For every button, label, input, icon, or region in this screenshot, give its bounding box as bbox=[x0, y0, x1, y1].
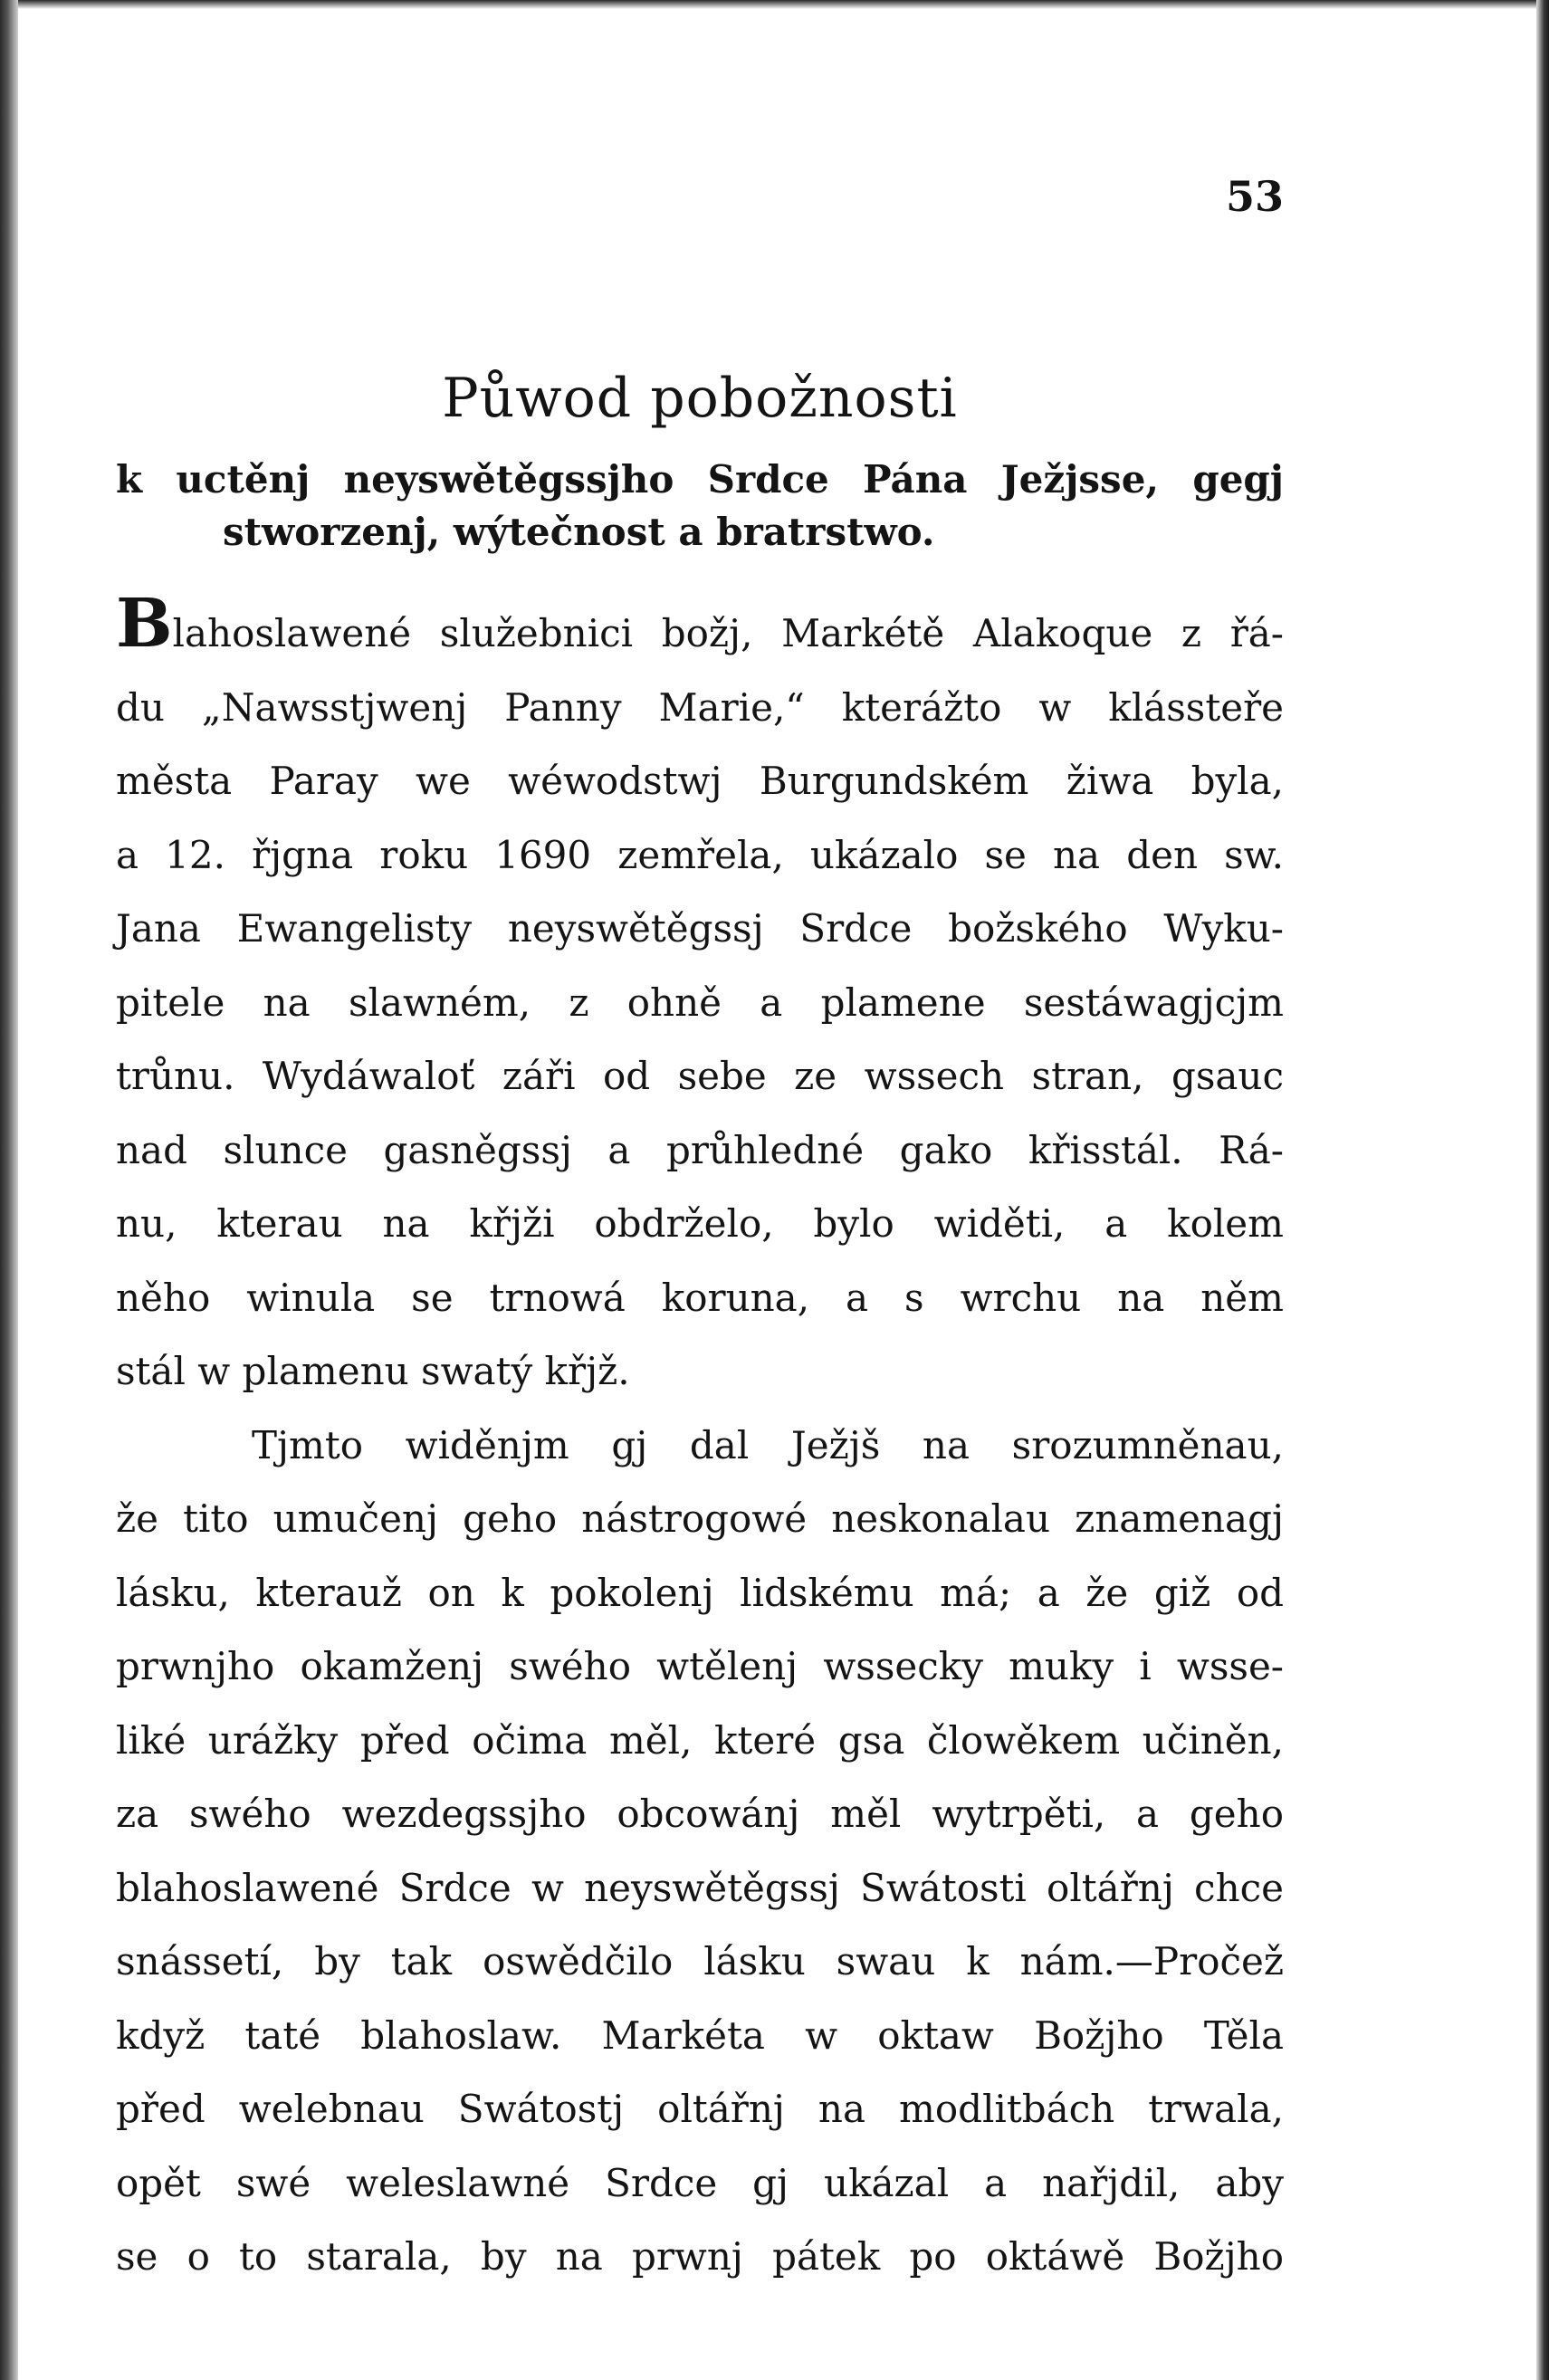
paragraph-line: prwnjho okamženj swého wtělenj wssecky muky i wsse- bbox=[116, 1644, 1284, 1688]
scan-edge-left bbox=[0, 0, 18, 2380]
paragraph-line: před welebnau Swátostj oltářnj na modlitbách trwala, bbox=[116, 2087, 1284, 2131]
drop-cap: B bbox=[116, 585, 173, 663]
paragraph-line: snássetí, by tak oswědčilo lásku swau k nám.—Pročež bbox=[116, 1939, 1284, 1983]
paragraph-line: města Paray we wéwodstwj Burgundském žiwa byla, bbox=[116, 759, 1284, 803]
paragraph-line: když taté blahoslaw. Markéta w oktaw Božjho Těla bbox=[116, 2012, 1284, 2058]
paragraph bbox=[116, 1409, 1284, 2294]
paragraph-line: Blahoslawené služebnici božj, Markétě Alakoque z řá- bbox=[116, 585, 1284, 663]
paragraph bbox=[116, 585, 1284, 1409]
paragraph-line: opět swé weleslawné Srdce gj ukázal a nařjdil, aby bbox=[116, 2160, 1284, 2205]
subtitle-line: stworzenj, wýtečnost a bratrstwo. bbox=[223, 510, 935, 554]
page-number: 53 bbox=[1225, 172, 1284, 221]
paragraph-line: liké urážky před očima měl, které gsa člowěkem učiněn, bbox=[116, 1717, 1284, 1763]
paragraph-line: nu, kterau na křjži obdrželo, bylo widěti, a kolem bbox=[116, 1201, 1284, 1246]
paragraph-line: něho winula se trnowá koruna, a s wrchu na něm bbox=[116, 1275, 1284, 1320]
scan-edge-top bbox=[0, 0, 1549, 9]
body-text bbox=[116, 585, 1284, 2294]
paragraph-line: blahoslawené Srdce w neyswětěgssj Swátosti oltářnj chce bbox=[116, 1865, 1284, 1910]
paragraph-line: du „Nawsstjwenj Panny Marie,“ kterážto w klássteře bbox=[116, 684, 1284, 730]
subtitle-line: k uctěnj neyswětěgssjho Srdce Pána Ježjsse, gegj bbox=[116, 457, 1284, 502]
paragraph-line: za swého wezdegssjho obcowánj měl wytrpěti, a geho bbox=[116, 1792, 1284, 1836]
scan-edge-right bbox=[1536, 0, 1549, 2380]
paragraph-line: Tjmto widěnjm gj dal Ježjš na srozumněnau, bbox=[252, 1422, 1284, 1467]
paragraph-line: pitele na slawném, z ohně a plamene sestáwagjcjm bbox=[116, 980, 1284, 1025]
chapter-subtitle bbox=[116, 454, 1284, 559]
paragraph-line: trůnu. Wydáwaloť záři od sebe ze wssech stran, gsauc bbox=[116, 1054, 1284, 1098]
paragraph-line: že tito umučenj geho nástrogowé neskonalau znamenagj bbox=[116, 1496, 1284, 1541]
chapter-title: Půwod pobožnosti bbox=[442, 367, 958, 430]
paragraph-line: Jana Ewangelisty neyswětěgssj Srdce božského Wyku- bbox=[116, 906, 1284, 951]
paragraph-line: nad slunce gasněgssj a průhledné gako křisstál. Rá- bbox=[116, 1127, 1284, 1172]
paragraph-line: stál w plamenu swatý křjž. bbox=[116, 1349, 630, 1393]
paragraph-line: a 12. řjgna roku 1690 zemřela, ukázalo se na den sw. bbox=[116, 832, 1284, 877]
paragraph-line: se o to starala, by na prwnj pátek po oktáwě Božjho bbox=[116, 2234, 1284, 2279]
paragraph-line: lásku, kterauž on k pokolenj lidskému má; a že giž od bbox=[116, 1570, 1284, 1615]
book-page bbox=[116, 145, 1284, 2294]
